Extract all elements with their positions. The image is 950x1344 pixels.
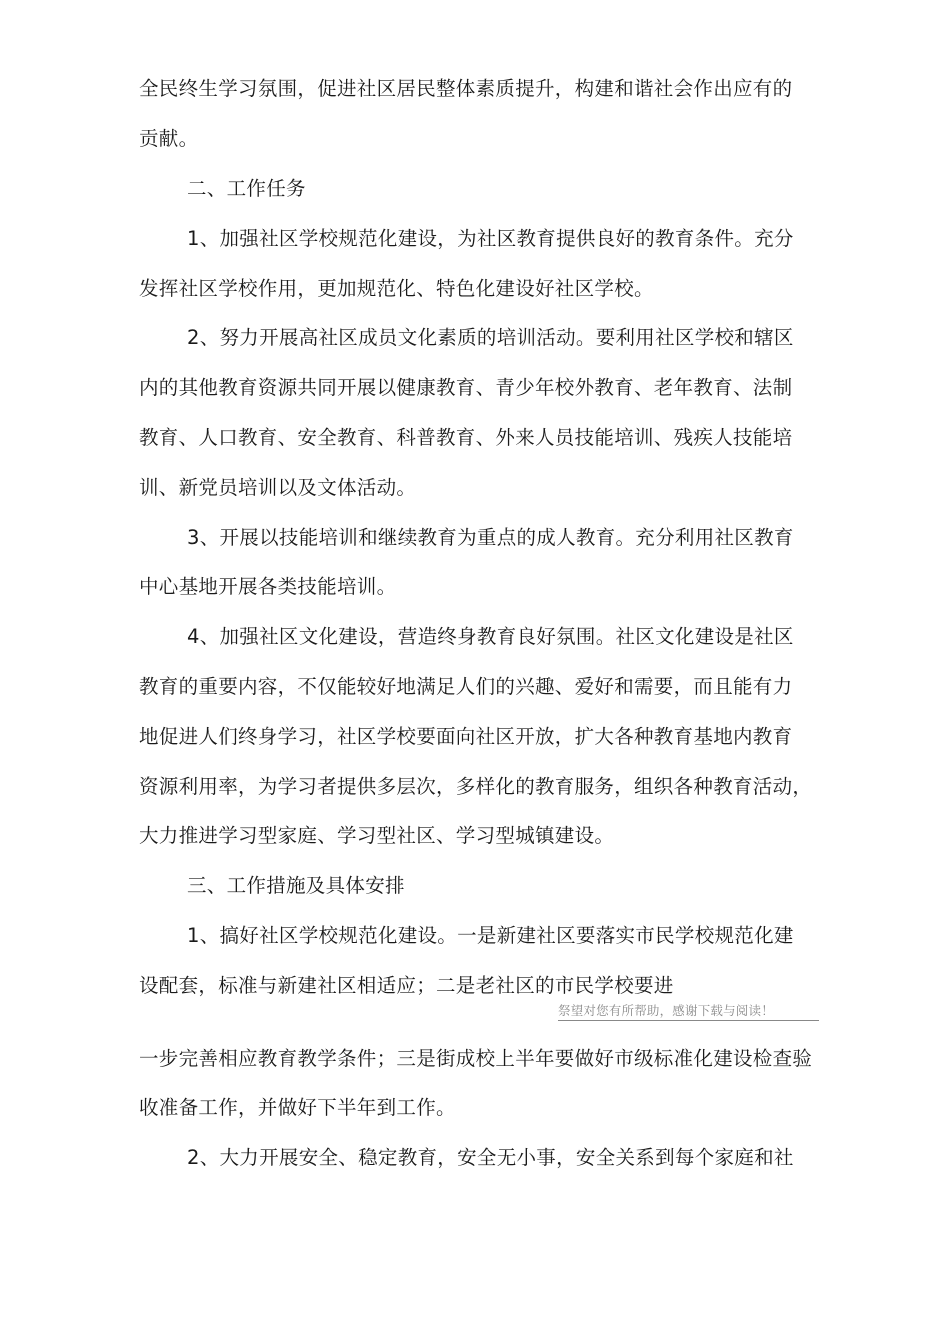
footer-note: 祭望对您有所帮助，感谢下载与阅读！ <box>558 1003 819 1021</box>
paragraph-line: 一步完善相应教育教学条件；三是街成校上半年要做好市级标准化建设检查验 <box>139 1047 813 1070</box>
paragraph-line: 1、搞好社区学校规范化建设。一是新建社区要落实市民学校规范化建 <box>187 924 794 947</box>
paragraph-line: 2、努力开展高社区成员文化素质的培训活动。要利用社区学校和辖区 <box>187 326 794 349</box>
paragraph-line: 收准备工作，并做好下半年到工作。 <box>139 1096 456 1119</box>
paragraph-line: 资源利用率，为学习者提供多层次，多样化的教育服务，组织各种教育活动， <box>139 775 813 798</box>
paragraph-line: 内的其他教育资源共同开展以健康教育、青少年校外教育、老年教育、法制 <box>139 376 793 399</box>
paragraph-line: 4、加强社区文化建设，营造终身教育良好氛围。社区文化建设是社区 <box>187 625 794 648</box>
paragraph-line: 教育的重要内容，不仅能较好地满足人们的兴趣、爱好和需要，而且能有力 <box>139 675 793 698</box>
paragraph-line: 2、大力开展安全、稳定教育，安全无小事，安全关系到每个家庭和社 <box>187 1146 794 1169</box>
section-heading: 三、工作措施及具体安排 <box>187 874 405 897</box>
paragraph-line: 贡献。 <box>139 127 199 150</box>
paragraph-line: 教育、人口教育、安全教育、科普教育、外来人员技能培训、残疾人技能培 <box>139 426 793 449</box>
paragraph-line: 3、开展以技能培训和继续教育为重点的成人教育。充分利用社区教育 <box>187 526 794 549</box>
section-heading: 二、工作任务 <box>187 177 306 200</box>
paragraph-line: 发挥社区学校作用，更加规范化、特色化建设好社区学校。 <box>139 277 654 300</box>
paragraph-line: 中心基地开展各类技能培训。 <box>139 575 397 598</box>
paragraph-line: 设配套，标准与新建社区相适应；二是老社区的市民学校要进 <box>139 974 674 997</box>
paragraph-line: 训、新党员培训以及文体活动。 <box>139 476 417 499</box>
paragraph-line: 全民终生学习氛围，促进社区居民整体素质提升，构建和谐社会作出应有的 <box>139 77 793 100</box>
paragraph-line: 大力推进学习型家庭、学习型社区、学习型城镇建设。 <box>139 824 615 847</box>
paragraph-line: 地促进人们终身学习，社区学校要面向社区开放，扩大各种教育基地内教育 <box>139 725 793 748</box>
paragraph-line: 1、加强社区学校规范化建设，为社区教育提供良好的教育条件。充分 <box>187 227 794 250</box>
